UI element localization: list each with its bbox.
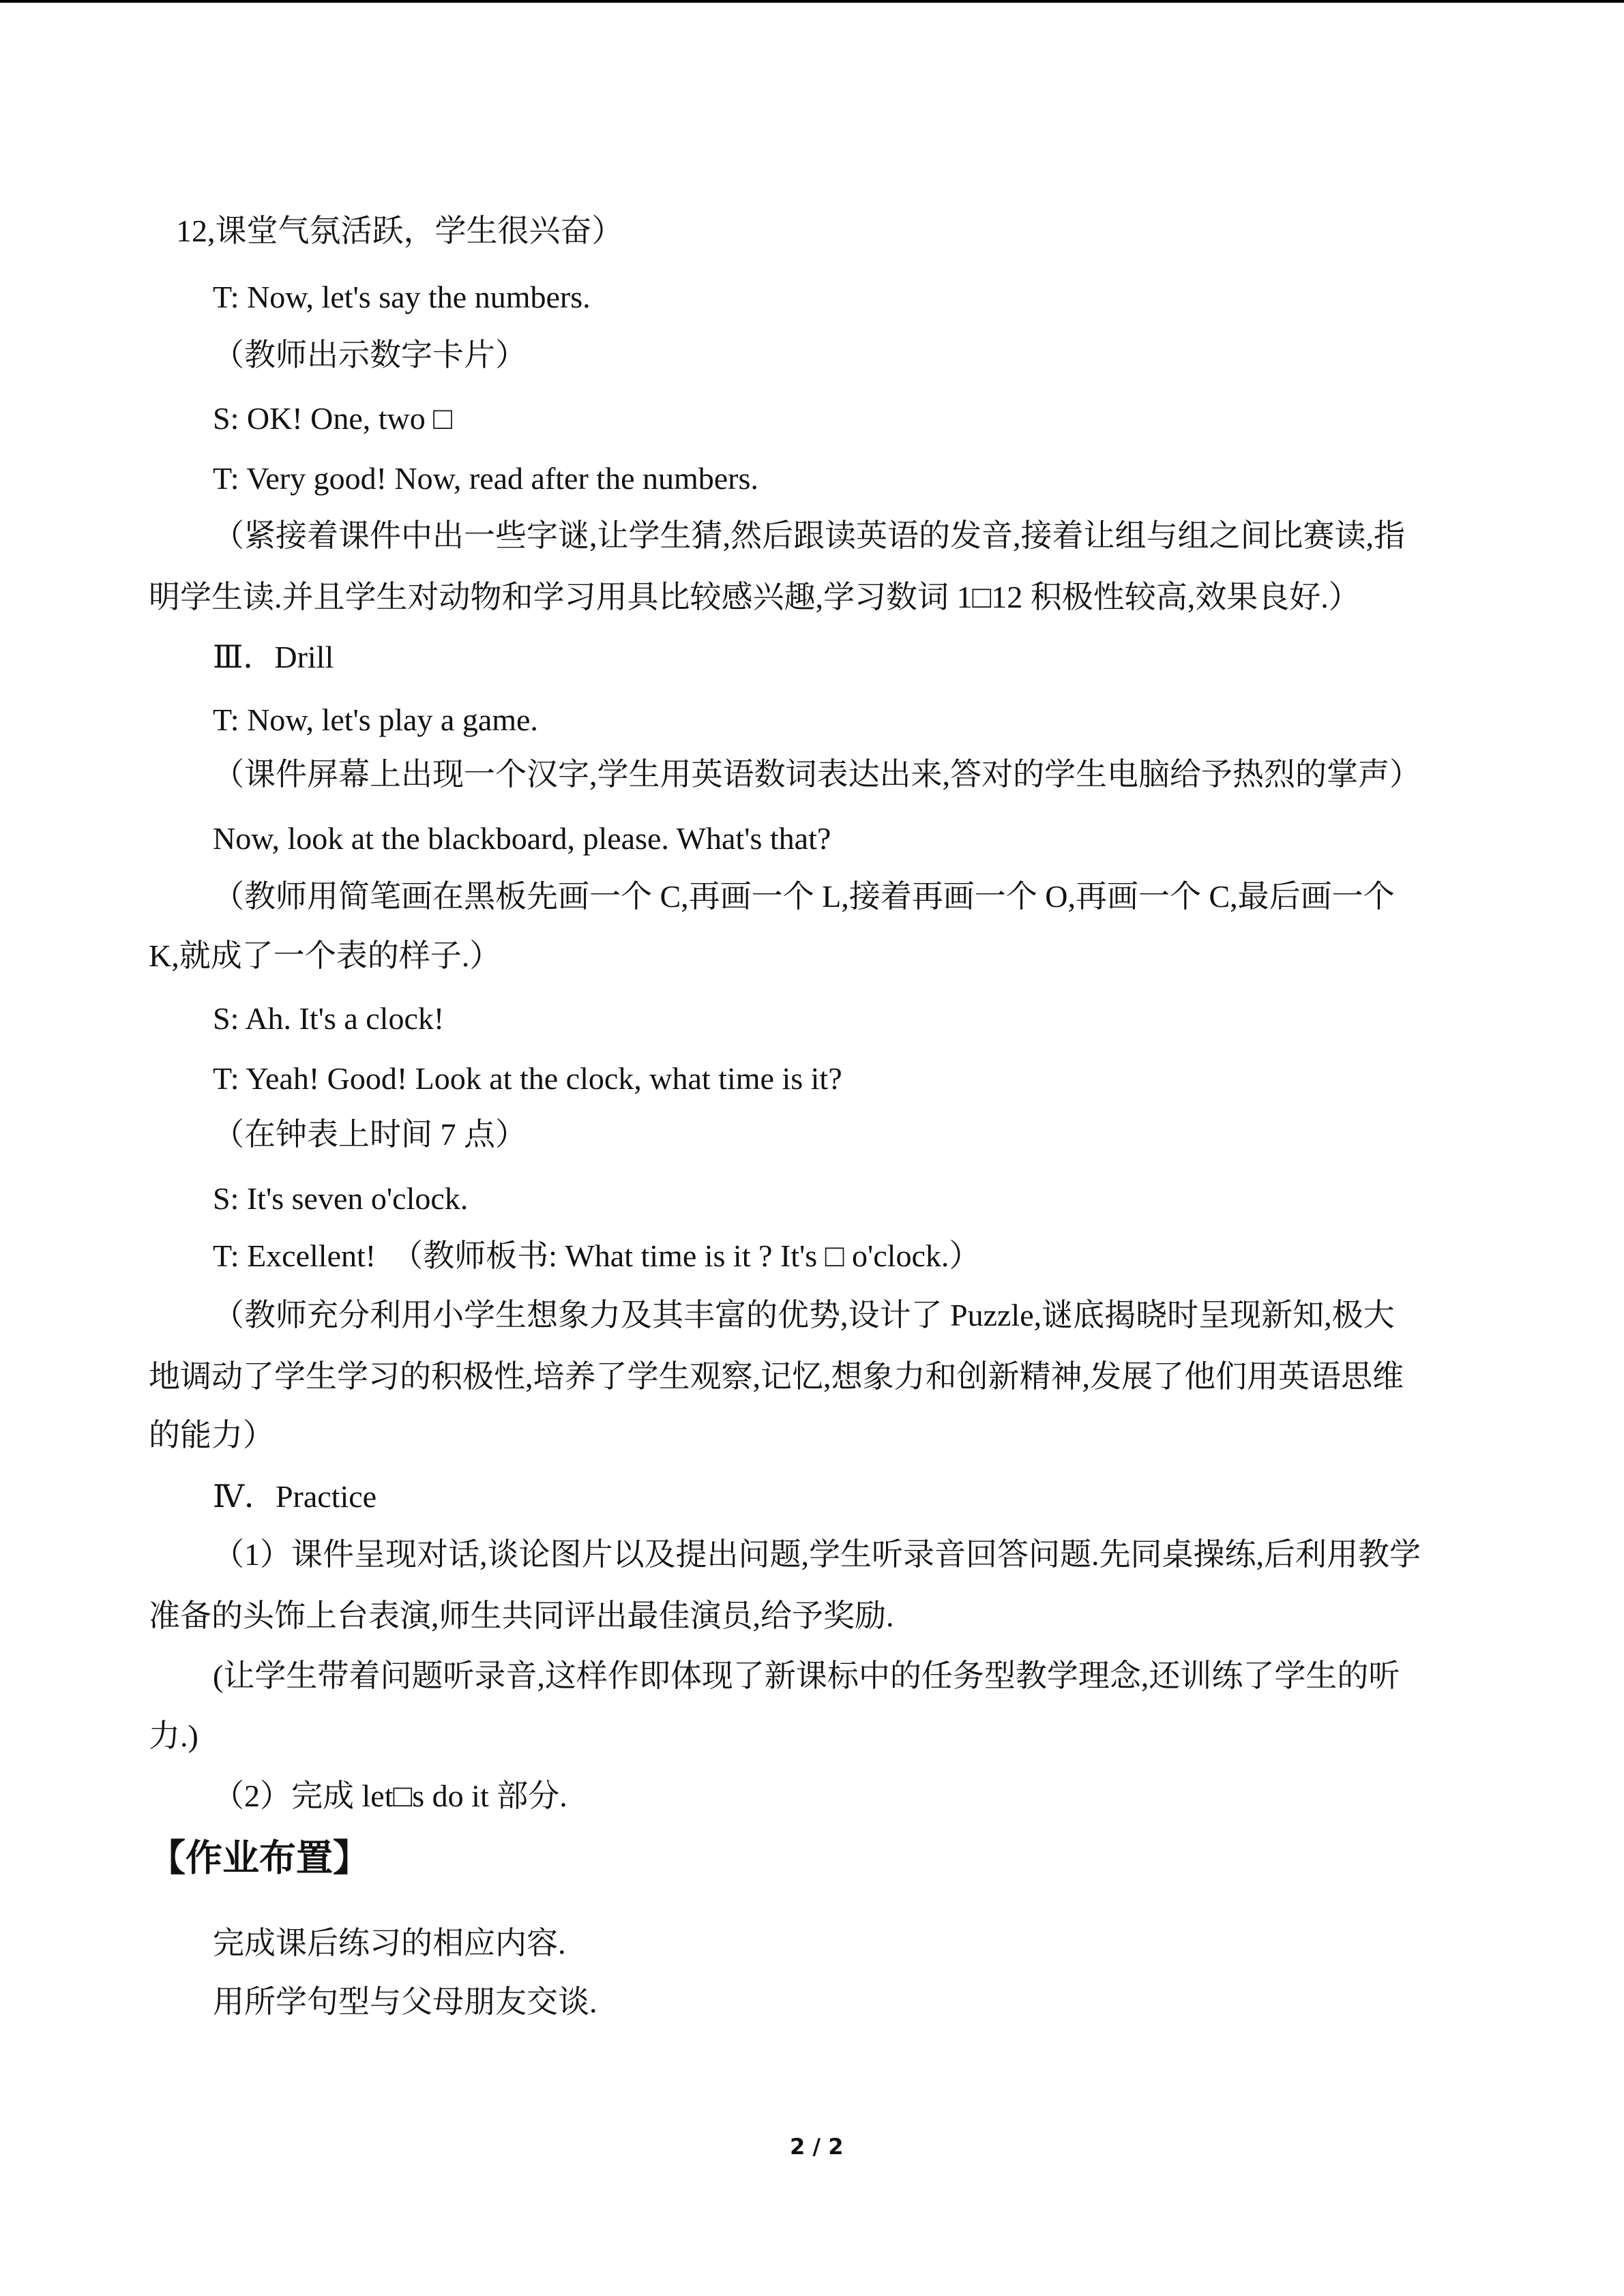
homework-item: 用所学句型与父母朋友交谈. [213, 1984, 597, 2019]
paragraph-line: （紧接着课件中出一些字谜,让学生猜,然后跟读英语的发音,接着让组与组之间比赛读,指 [213, 518, 1405, 553]
paragraph-line: Now, look at the blackboard, please. What's that? [213, 821, 831, 856]
paragraph-line: S: It's seven o'clock. [213, 1181, 469, 1216]
paragraph-line: 明学生读.并且学生对动物和学习用具比较感兴趣,学习数词 1□12 积极性较高,效果良好.） [149, 580, 1360, 614]
paragraph-line: T: Excellent! （教师板书: What time is it ? It's □ o'clock.） [213, 1238, 981, 1273]
paragraph-line: （1）课件呈现对话,谈论图片以及提出问题,学生听录音回答问题.先同桌操练,后利用教学 [213, 1537, 1421, 1572]
section-title: Ⅲ．Drill [213, 640, 334, 674]
paragraph-line: (让学生带着问题听录音,这样作即体现了新课标中的任务型教学理念,还训练了学生的听 [213, 1658, 1400, 1693]
paragraph-line: T: Now, let's play a game. [213, 702, 538, 737]
paragraph-line: S: Ah. It's a clock! [213, 1001, 445, 1036]
paragraph-line: （在钟表上时间 7 点） [213, 1117, 527, 1152]
section-title: Ⅳ．Practice [213, 1479, 377, 1514]
paragraph-line: 12,课堂气氛活跃，学生很兴奋） [176, 213, 623, 248]
paragraph-line: T: Yeah! Good! Look at the clock, what time is it? [213, 1061, 842, 1096]
paragraph-line: （2）完成 let□s do it 部分. [213, 1778, 567, 1813]
paragraph-line: （教师充分利用小学生想象力及其丰富的优势,设计了 Puzzle,谜底揭晓时呈现新知,极大 [213, 1298, 1395, 1332]
paragraph-line: （教师出示数字卡片） [213, 338, 527, 372]
homework-heading: 【作业布置】 [149, 1836, 370, 1879]
paragraph-line: T: Very good! Now, read after the numbers. [213, 461, 758, 496]
paragraph-line: K,就成了一个表的样子.） [149, 938, 501, 973]
paragraph-line: 地调动了学生学习的积极性,培养了学生观察,记忆,想象力和创新精神,发展了他们用英语思维 [149, 1359, 1404, 1394]
paragraph-line: （教师用简笔画在黑板先画一个 C,再画一个 L,接着再画一个 O,再画一个 C,最后画一个 [213, 879, 1395, 914]
paragraph-line: 准备的头饰上台表演,师生共同评出最佳演员,给予奖励. [149, 1598, 894, 1633]
page-number: 2 / 2 [790, 2134, 844, 2160]
homework-item: 完成课后练习的相应内容. [213, 1926, 566, 1960]
paragraph-line: 力.) [149, 1718, 198, 1753]
paragraph-line: 的能力） [149, 1418, 274, 1452]
paragraph-line: S: OK! One, two □ [213, 401, 453, 436]
paragraph-line: T: Now, let's say the numbers. [213, 280, 591, 314]
paragraph-line: （课件屏幕上出现一个汉字,学生用英语数词表达出来,答对的学生电脑给予热烈的掌声） [213, 757, 1421, 792]
